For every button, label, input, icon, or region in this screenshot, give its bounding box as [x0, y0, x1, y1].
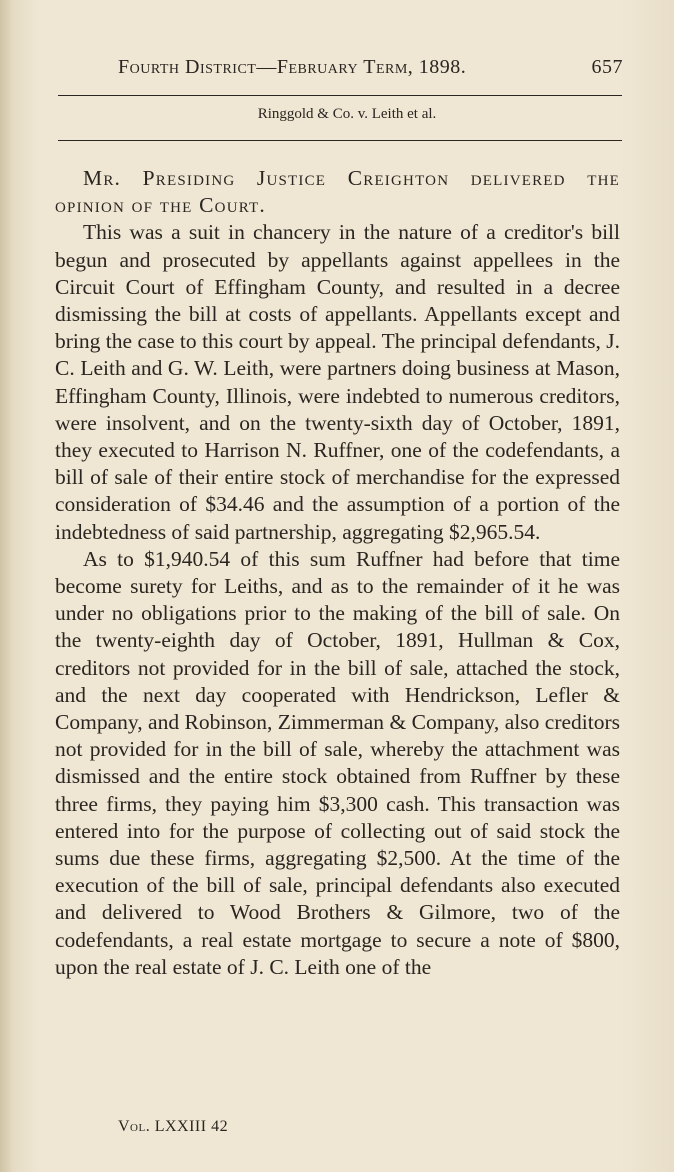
volume-label: Vol. LXXIII	[118, 1118, 207, 1135]
case-title: Ringgold & Co. v. Leith et al.	[257, 106, 437, 122]
header-rule-top	[58, 95, 622, 96]
page-footer	[118, 1118, 228, 1136]
signature-mark: 42	[211, 1118, 229, 1135]
paragraph: This was a suit in chancery in the nature of a creditor's bill begun and prosecuted by appellants against appellees in the Circuit Court of Effingham County, and resulted in a decree dismissing the bill at costs of appellants. Appellants except and bring the case to this court by appeal. The principal defendants, J. C. Leith and G. W. Leith, were partners doing business at Mason, Effingham County, Illinois, were indebted to numerous creditors, were insolvent, and on the twenty-sixth day of October, 1891, they executed to Harrison N. Ruffner, one of the codefendants, a bill of sale of their entire stock of merchandise for the expressed consideration of $34.46 and the assumption of a portion of the indebtedness of said partnership, aggregating $2,965.54.	[55, 220, 620, 544]
opinion-body	[55, 165, 620, 981]
paragraph: As to $1,940.54 of this sum Ruffner had before that time become surety for Leiths, and as to the remainder of it he was under no obligations prior to the making of the bill of sale. On the twenty-eighth day of October, 1891, Hullman & Cox, creditors not provided for in the bill of sale, attached the stock, and the next day cooperated with Hendrickson, Lefler & Company, and Robinson, Zimmerman & Company, also creditors not provided for in the bill of sale, whereby the attachment was dismissed and the entire stock obtained from Ruffner by these three firms, they paying him $3,300 cash. This transaction was entered into for the purpose of collecting out of said stock the sums due these firms, aggregating $2,500. At the time of the execution of the bill of sale, principal defendants also executed and delivered to Wood Brothers & Gilmore, two of the codefendants, a real estate mortgage to secure a note of $800, upon the real estate of J. C. Leith one of the	[55, 546, 620, 979]
running-header	[118, 56, 623, 79]
header-rule-bottom	[58, 140, 622, 141]
page-number: 657	[591, 56, 623, 78]
opinion-heading: Mr. Presiding Justice Creighton delivered the opinion of the Court.	[55, 166, 620, 218]
running-title: Fourth District—February Term, 1898.	[118, 56, 467, 78]
